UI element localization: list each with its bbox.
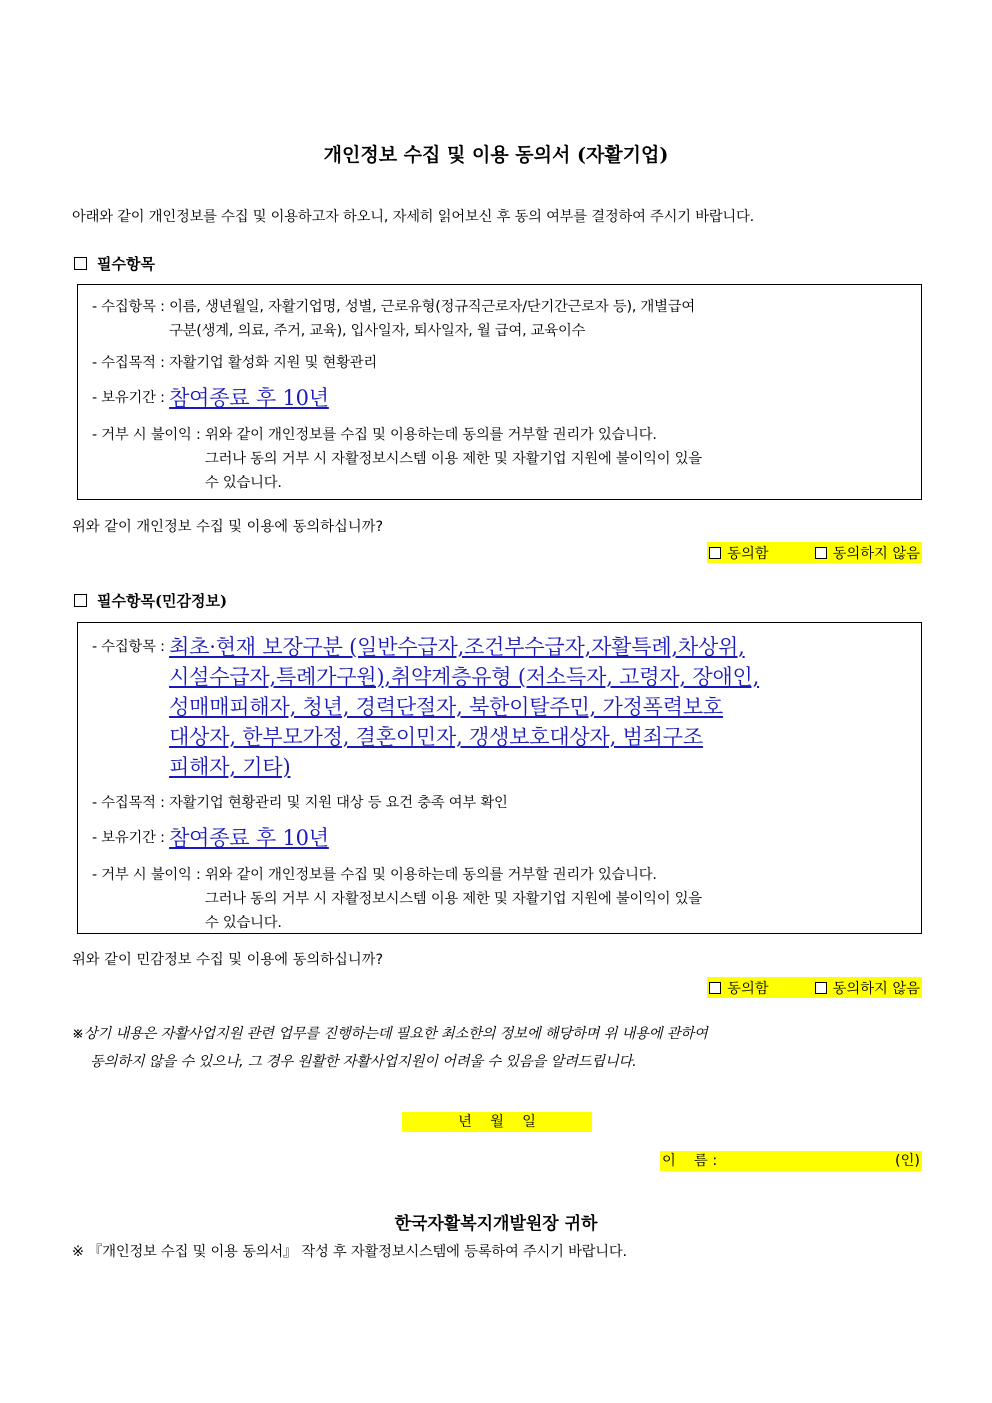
section1-question: 위와 같이 개인정보 수집 및 이용에 동의하십니까? xyxy=(72,519,384,535)
section1-agree-label: 동의함 xyxy=(727,545,769,562)
section2-items-line3: 성매매피해자, 청년, 경력단절자, 북한이탈주민, 가정폭력보호 xyxy=(169,695,724,719)
section2-items-line2: 시설수급자,특례가구원),취약계층유형 (저소득자, 고령자, 장애인, xyxy=(169,665,760,689)
section1-retention: 참여종료 후 10년 xyxy=(169,386,329,410)
addressee: 한국자활복지개발원장 귀하 xyxy=(394,1214,598,1234)
section2-purpose-row xyxy=(92,791,508,815)
section2-retention-label: - 보유기간 : xyxy=(92,830,170,846)
section2-purpose: 자활기업 현황관리 및 지원 대상 등 요건 충족 여부 확인 xyxy=(169,795,508,811)
section2-heading-label: 필수항목(민감정보) xyxy=(97,592,228,610)
section2-purpose-label: - 수집목적 : xyxy=(92,795,170,811)
seal-label: (인) xyxy=(895,1153,920,1169)
section2-refusal-line3: 수 있습니다. xyxy=(204,915,282,931)
section2-refusal-line1: 위와 같이 개인정보를 수집 및 이용하는데 동의를 거부할 권리가 있습니다. xyxy=(204,867,657,883)
section2-consent-options xyxy=(707,977,922,998)
footnote: ※ 『개인정보 수집 및 이용 동의서』 작성 후 자활정보시스템에 등록하여 주시기 바랍니다. xyxy=(72,1244,627,1260)
section1-purpose-row xyxy=(92,351,377,375)
section1-checkbox[interactable] xyxy=(74,257,87,270)
section2-disagree-label: 동의하지 않음 xyxy=(832,980,920,997)
section1-refusal-line1: 위와 같이 개인정보를 수집 및 이용하는데 동의를 거부할 권리가 있습니다. xyxy=(204,427,657,443)
section2-checkbox[interactable] xyxy=(74,594,87,607)
section1-refusal-row xyxy=(92,423,702,495)
date-field[interactable]: 년 월 일 xyxy=(402,1112,592,1132)
section1-disagree-label: 동의하지 않음 xyxy=(832,545,920,562)
section2-items-label: - 수집항목 : xyxy=(92,639,170,655)
section1-disagree-option[interactable] xyxy=(815,543,920,563)
section2-agree-option[interactable] xyxy=(709,978,768,998)
section1-items-row xyxy=(92,295,695,343)
section1-purpose-label: - 수집목적 : xyxy=(92,355,170,371)
section2-refusal-label: - 거부 시 불이익 : xyxy=(92,867,205,883)
section2-heading xyxy=(74,590,227,611)
section1-purpose: 자활기업 활성화 지원 및 현황관리 xyxy=(169,355,377,371)
section1-agree-option[interactable] xyxy=(709,543,768,563)
section2-question: 위와 같이 민감정보 수집 및 이용에 동의하십니까? xyxy=(72,952,384,968)
section2-refusal-line2: 그러나 동의 거부 시 자활정보시스템 이용 제한 및 자활기업 지원에 불이익이 있을 xyxy=(204,891,702,907)
section2-disagree-option[interactable] xyxy=(815,978,920,998)
section2-items-line5: 피해자, 기타) xyxy=(169,755,291,779)
section2-box xyxy=(77,622,922,934)
document-title: 개인정보 수집 및 이용 동의서 (자활기업) xyxy=(323,144,669,166)
section2-agree-label: 동의함 xyxy=(727,980,769,997)
section1-refusal-label: - 거부 시 불이익 : xyxy=(92,427,205,443)
section1-items-label: - 수집항목 : xyxy=(92,299,170,315)
section2-retention: 참여종료 후 10년 xyxy=(169,826,329,850)
section2-items-line4: 대상자, 한부모가정, 결혼이민자, 갱생보호대상자, 범죄구조 xyxy=(169,725,703,749)
section1-retention-row xyxy=(92,383,329,413)
notice-text xyxy=(72,1020,708,1076)
section1-disagree-checkbox[interactable] xyxy=(815,547,827,559)
section1-heading-label: 필수항목 xyxy=(97,255,155,273)
name-field[interactable] xyxy=(660,1151,922,1171)
section1-retention-label: - 보유기간 : xyxy=(92,390,170,406)
section1-items-line1: 이름, 생년월일, 자활기업명, 성별, 근로유형(정규직근로자/단기간근로자 등), 개별급여 xyxy=(169,299,695,315)
section2-retention-row xyxy=(92,823,329,853)
section2-agree-checkbox[interactable] xyxy=(709,982,721,994)
section1-heading xyxy=(74,253,155,274)
section1-refusal-line3: 수 있습니다. xyxy=(204,475,282,491)
intro-text: 아래와 같이 개인정보를 수집 및 이용하고자 하오니, 자세히 읽어보신 후 동의 여부를 결정하여 주시기 바랍니다. xyxy=(72,209,754,225)
section1-consent-options xyxy=(707,542,922,563)
section2-items-row xyxy=(92,632,759,782)
notice-line2: 동의하지 않을 수 있으나, 그 경우 원활한 자활사업지원이 어려울 수 있음을 알려드립니다. xyxy=(90,1054,637,1070)
section1-items-line2: 구분(생계, 의료, 주거, 교육), 입사일자, 퇴사일자, 월 급여, 교육이수 xyxy=(169,323,586,339)
notice-line1: ※상기 내용은 자활사업지원 관련 업무를 진행하는데 필요한 최소한의 정보에 해당하며 위 내용에 관하여 xyxy=(72,1026,708,1042)
section2-items-line1: 최초·현재 보장구분 (일반수급자,조건부수급자,자활특례,차상위, xyxy=(169,635,745,659)
name-label: 이 름 : xyxy=(662,1153,718,1169)
section1-refusal-line2: 그러나 동의 거부 시 자활정보시스템 이용 제한 및 자활기업 지원에 불이익이 있을 xyxy=(204,451,702,467)
section1-box xyxy=(77,284,922,500)
section1-agree-checkbox[interactable] xyxy=(709,547,721,559)
section2-refusal-row xyxy=(92,863,702,935)
section2-disagree-checkbox[interactable] xyxy=(815,982,827,994)
